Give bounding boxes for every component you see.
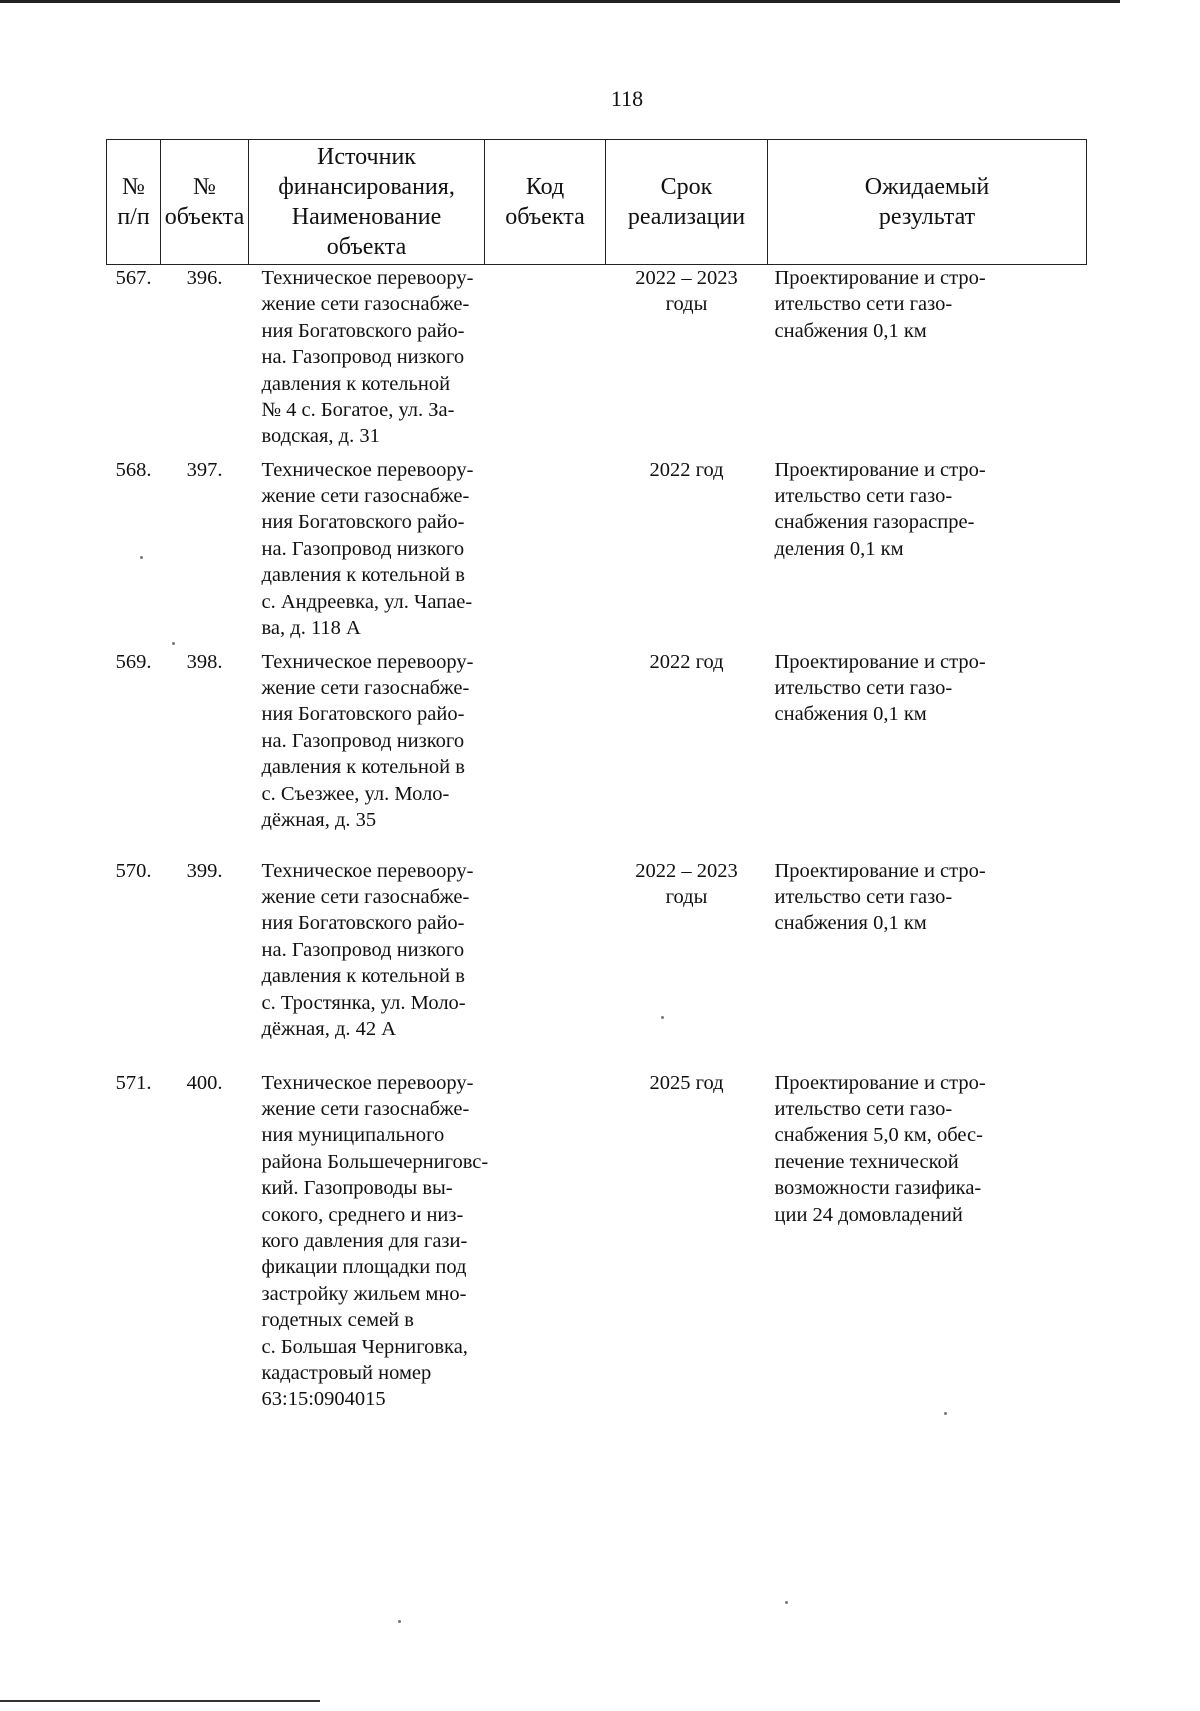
bottom-border-line (0, 1700, 320, 1702)
text-line: на. Газопровод низкого (261, 537, 465, 560)
text-line: жение сети газоснабже- (261, 676, 470, 699)
header-lines (770, 172, 1084, 232)
text-line: ния Богатовского райо- (261, 511, 465, 534)
text-line: № (122, 174, 145, 200)
row-number-cell (107, 265, 161, 457)
text-line: жение сети газоснабже- (261, 1097, 470, 1120)
scan-speck (785, 1601, 788, 1604)
text-line: ительство сети газо- (774, 1097, 953, 1120)
text-line: Проектирование и стро- (774, 458, 986, 481)
header-object-number (161, 140, 249, 265)
text-line: давления к котельной в (261, 756, 465, 779)
table-row (107, 265, 1087, 457)
result-cell (768, 1070, 1087, 1430)
text-line: ва, д. 118 А (261, 616, 361, 639)
table-row (107, 1070, 1087, 1430)
text-line: района Большечерниговс- (261, 1150, 489, 1173)
object-number: 397. (186, 458, 223, 481)
text-line: жение сети газоснабже- (261, 885, 470, 908)
text-line: ительство сети газо- (774, 676, 953, 699)
object-name-cell (249, 649, 485, 858)
text-line: реализации (627, 204, 746, 230)
text-line: на. Газопровод низкого (261, 729, 465, 752)
result-cell (768, 265, 1087, 457)
scan-speck (172, 642, 175, 645)
header-lines (608, 172, 765, 232)
term-cell (606, 1070, 768, 1430)
text-line: Код (525, 174, 565, 200)
text-line: ния Богатовского райо- (261, 319, 465, 342)
term-cell (606, 858, 768, 1070)
text-line: 2022 – 2023 (635, 267, 738, 289)
text-line: жение сети газоснабже- (261, 484, 470, 507)
text-line: ния Богатовского райо- (261, 912, 465, 935)
text-line: кого давления для гази- (261, 1229, 468, 1252)
table-row (107, 858, 1087, 1070)
row-number: 568. (115, 458, 152, 481)
text-line: Источник (317, 144, 416, 170)
row-number-cell (107, 858, 161, 1070)
text-line: 2025 год (649, 1071, 724, 1094)
object-number: 399. (186, 859, 223, 882)
text-line: снабжения 5,0 км, обес- (774, 1124, 983, 1147)
row-number: 570. (115, 859, 152, 882)
text-line: сокого, среднего и низ- (261, 1203, 464, 1226)
table-body (107, 265, 1087, 1430)
text-line: с. Тростянка, ул. Моло- (261, 991, 466, 1014)
text-line: годы (665, 885, 708, 908)
text-line: Проектирование и стро- (774, 859, 986, 882)
objects-table (106, 139, 1087, 1430)
text-line: ительство сети газо- (774, 885, 953, 908)
text-line: с. Съезжее, ул. Моло- (261, 782, 450, 805)
scan-speck (661, 1016, 664, 1019)
text-line: годетных семей в (261, 1309, 414, 1332)
text-line: Техническое перевоору- (261, 650, 474, 673)
text-line: дёжная, д. 42 А (261, 1017, 397, 1040)
row-number: 569. (115, 650, 152, 673)
table-row (107, 457, 1087, 649)
text-line: № 4 с. Богатое, ул. За- (261, 399, 455, 422)
row-number-cell (107, 649, 161, 858)
row-number: 567. (115, 267, 152, 289)
object-code-cell (485, 1070, 606, 1430)
text-line: 63:15:0904015 (261, 1388, 386, 1411)
header-lines (251, 142, 482, 262)
text-line: 2022 – 2023 (635, 859, 738, 882)
text-line: давления к котельной (261, 372, 451, 395)
text-line: Техническое перевоору- (261, 859, 474, 882)
text-line: объекта (505, 204, 585, 230)
text-line: печение технической (774, 1150, 959, 1173)
text-line: с. Большая Черниговка, (261, 1335, 468, 1358)
object-number-cell (161, 1070, 249, 1430)
text-line: объекта (164, 204, 245, 230)
text-line: результат (878, 204, 976, 230)
text-line: ительство сети газо- (774, 484, 953, 507)
object-number: 396. (186, 267, 223, 289)
object-code-cell (485, 858, 606, 1070)
table-header (107, 140, 1087, 265)
text-line: деления 0,1 км (774, 537, 904, 560)
text-line: на. Газопровод низкого (261, 938, 465, 961)
header-expected-result (768, 140, 1087, 265)
text-line: кадастровый номер (261, 1361, 432, 1384)
text-line: Проектирование и стро- (774, 267, 986, 289)
top-border-line (0, 0, 1120, 3)
text-line: объекта (326, 234, 407, 260)
text-line: фикации площадки под (261, 1256, 467, 1279)
object-number-cell (161, 649, 249, 858)
text-line: снабжения 0,1 км (774, 912, 927, 935)
term-cell (606, 265, 768, 457)
object-number-cell (161, 457, 249, 649)
object-name-cell (249, 858, 485, 1070)
result-cell (768, 858, 1087, 1070)
term-cell (606, 457, 768, 649)
text-line: жение сети газоснабже- (261, 293, 470, 316)
text-line: Техническое перевоору- (261, 1071, 474, 1094)
text-line: Проектирование и стро- (774, 1071, 986, 1094)
text-line: Техническое перевоору- (261, 267, 474, 289)
header-object-code (485, 140, 606, 265)
header-lines (487, 172, 603, 232)
text-line: ния муниципального (261, 1124, 445, 1147)
text-line: Наименование (291, 204, 442, 230)
text-line: снабжения 0,1 км (774, 703, 927, 726)
object-number-cell (161, 265, 249, 457)
text-line: возможности газифика- (774, 1177, 982, 1200)
table-row (107, 649, 1087, 858)
header-lines (109, 172, 158, 232)
term-cell (606, 649, 768, 858)
text-line: снабжения газораспре- (774, 511, 975, 534)
header-row (107, 140, 1087, 265)
text-line: 2022 год (649, 458, 724, 481)
object-name-cell (249, 457, 485, 649)
text-line: застройку жильем мно- (261, 1282, 467, 1305)
text-line: кий. Газопроводы вы- (261, 1177, 453, 1200)
text-line: Техническое перевоору- (261, 458, 474, 481)
header-lines (163, 172, 246, 232)
result-cell (768, 649, 1087, 858)
text-line: 2022 год (649, 650, 724, 673)
object-code-cell (485, 265, 606, 457)
text-line: ния Богатовского райо- (261, 703, 465, 726)
text-line: давления к котельной в (261, 564, 465, 587)
object-number: 398. (186, 650, 223, 673)
object-name-cell (249, 265, 485, 457)
header-row-number (107, 140, 161, 265)
scan-speck (140, 556, 143, 559)
object-name-cell (249, 1070, 489, 1430)
text-line: снабжения 0,1 км (774, 319, 927, 342)
object-number-cell (161, 858, 249, 1070)
row-number-cell (107, 457, 161, 649)
text-line: Срок (660, 174, 713, 200)
text-line: п/п (117, 204, 150, 230)
scan-speck (398, 1620, 401, 1623)
text-line: Ожидаемый (864, 174, 990, 200)
header-implementation-term (606, 140, 768, 265)
object-number: 400. (186, 1071, 223, 1094)
header-funding-source (249, 140, 485, 265)
text-line: ительство сети газо- (774, 293, 953, 316)
row-number: 571. (115, 1071, 152, 1094)
text-line: финансирования, (278, 174, 455, 200)
result-cell (768, 457, 1087, 649)
object-code-cell (485, 649, 606, 858)
scan-speck (944, 1412, 947, 1415)
page-number: 118 (610, 86, 644, 111)
text-line: с. Андреевка, ул. Чапае- (261, 590, 473, 613)
text-line: ции 24 домовладений (774, 1203, 963, 1226)
text-line: дёжная, д. 35 (261, 808, 377, 831)
document-sheet (106, 139, 1086, 1430)
text-line: годы (665, 293, 708, 316)
object-code-cell (485, 457, 606, 649)
text-line: давления к котельной в (261, 965, 465, 988)
text-line: № (193, 174, 216, 200)
text-line: Проектирование и стро- (774, 650, 986, 673)
text-line: на. Газопровод низкого (261, 346, 465, 369)
text-line: водская, д. 31 (261, 425, 380, 448)
row-number-cell (107, 1070, 161, 1430)
